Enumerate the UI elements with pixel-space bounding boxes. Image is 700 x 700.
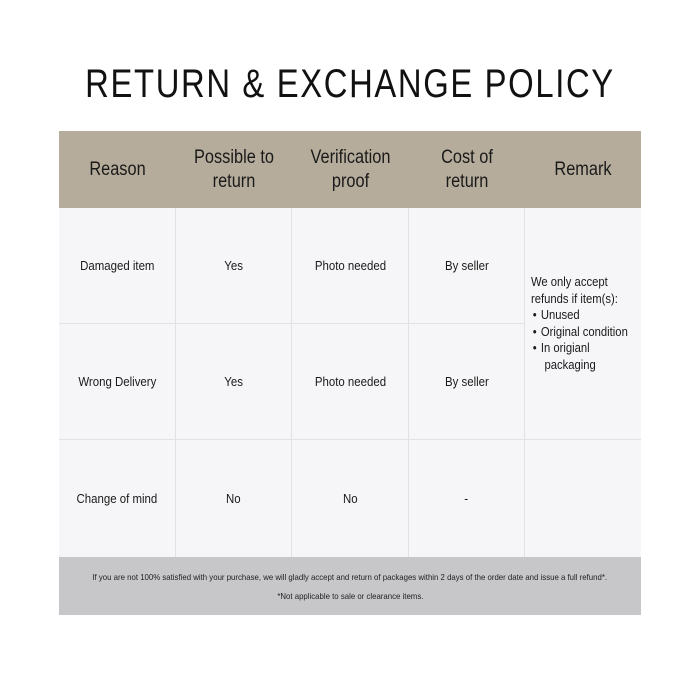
cell-cost-damaged [409,208,525,324]
header-cost-of-return: Cost of return [441,146,493,192]
remark-item-text: In origianl [540,341,590,355]
bullet-icon: • [532,341,537,355]
cell-text: Photo needed [314,374,386,389]
bullet-icon: • [532,308,537,322]
cell-text: By seller [444,374,489,389]
cell-proof-damaged [292,208,409,324]
cell-text: Yes [224,374,243,389]
page-title: RETURN & EXCHANGE POLICY [85,62,615,106]
remark-text [531,274,628,373]
cell-remark [525,208,641,440]
header-possible-to-return: Possible to return [194,146,274,192]
bullet-icon: • [532,324,537,339]
footer-line-1: If you are not 100% satisfied with your purchase, we will gladly accept and return of packages within 2 days of the order date and issue a full refund*. [92,571,608,582]
table-body [59,208,641,557]
remark-item-text: Unused [540,308,580,322]
header-remark: Remark [554,158,612,180]
cell-text: By seller [444,258,489,273]
remark-list [531,307,628,373]
remark-intro-line-1: We only accept [531,275,608,289]
remark-item-text: Original condition [540,324,628,339]
cell-text: Yes [224,258,243,273]
remark-item [531,324,628,341]
cell-possible-wrong-delivery [176,324,292,440]
cell-cost-change-of-mind [409,440,525,557]
cell-text: Damaged item [79,258,155,273]
footer-note [59,557,641,615]
cell-cost-wrong-delivery [409,324,525,440]
cell-proof-change-of-mind [292,440,409,557]
cell-possible-damaged [176,208,292,324]
cell-possible-change-of-mind [176,440,292,557]
cell-remark-empty [525,440,641,557]
cell-proof-wrong-delivery [292,324,409,440]
footer-line-2: *Not applicable to sale or clearance items. [276,590,424,601]
cell-text: Change of mind [76,491,158,506]
table-header-row [59,131,641,208]
policy-table [59,131,641,615]
remark-intro-line-2: refunds if item(s): [531,291,618,306]
cell-text: No [342,491,358,506]
cell-reason-change-of-mind [59,440,176,557]
cell-reason-damaged [59,208,176,324]
cell-text: Wrong Delivery [78,374,156,389]
cell-text: Photo needed [314,258,386,273]
header-reason: Reason [89,158,146,180]
remark-item [531,307,628,324]
cell-text: - [464,491,469,506]
cell-text: No [226,491,241,506]
remark-item-text-continued: packaging [544,357,596,372]
header-verification-proof: Verification proof [310,146,391,192]
cell-reason-wrong-delivery [59,324,176,440]
remark-item [531,340,628,373]
